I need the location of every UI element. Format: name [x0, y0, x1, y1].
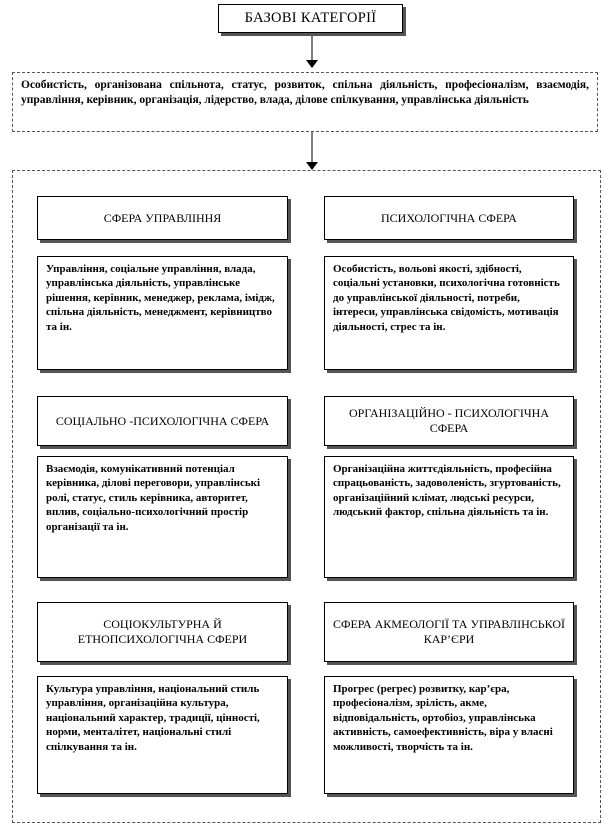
arrowhead-intro-to-spheres — [306, 162, 318, 170]
sphere-text-management: Управління, соціальне управління, влада, управлінська діяльність, управлінське рішення, керівник, менеджер, реклама, імідж, спільна діяльність, менеджмент, керівництво та ін. — [37, 256, 288, 370]
base-categories-text: Особистість, організована спільнота, статус, розвиток, спільна діяльність, професіоналізм, взаємодія, управління, керівник, організація, лідерство, влада, ділове спілкування, управлінська діяльність — [12, 72, 598, 132]
arrowhead-title-to-intro — [306, 60, 318, 68]
sphere-title-sociocultural: СОЦІОКУЛЬТУРНА Й ЕТНОПСИХОЛОГІЧНА СФЕРИ — [37, 602, 288, 662]
diagram-title: БАЗОВІ КАТЕГОРІЇ — [218, 4, 403, 33]
sphere-title-organizational-psychological: ОРГАНІЗАЦІЙНО - ПСИХОЛОГІЧНА СФЕРА — [324, 396, 574, 446]
sphere-text-organizational-psychological: Організаційна життєдіяльність, професійна спрацьованість, задоволеність, згуртованість, організаційний клімат, людські ресурси, людський фактор, спільна діяльність та ін. — [324, 456, 574, 578]
sphere-title-acmeology: СФЕРА АКМЕОЛОГІЇ ТА УПРАВЛІНСЬКОЇ КАР’ЄРИ — [324, 602, 574, 662]
sphere-text-psychological: Особистість, вольові якості, здібності, соціальні установки, психологічна готовність до управлінської діяльності, потреби, інтереси, управлінська свідомість, мотивація діяльності, стрес та ін. — [324, 256, 574, 370]
sphere-text-sociocultural: Культура управління, національний стиль управління, організаційна культура, національний характер, традиції, цінності, норми, менталітет, національні стилі спілкування та ін. — [37, 676, 288, 794]
sphere-title-management: СФЕРА УПРАВЛІННЯ — [37, 196, 288, 240]
sphere-title-social-psychological: СОЦІАЛЬНО -ПСИХОЛОГІЧНА СФЕРА — [37, 396, 288, 446]
sphere-text-acmeology: Прогрес (регрес) розвитку, кар’єра, професіоналізм, зрілість, акме, відповідальність, ортобіоз, управлінська активність, самоефективність, віра у власні можливості, творчість та ін. — [324, 676, 574, 794]
sphere-title-psychological: ПСИХОЛОГІЧНА СФЕРА — [324, 196, 574, 240]
sphere-text-social-psychological: Взаємодія, комунікативний потенціал керівника, ділові переговори, управлінські ролі, статус, стиль керівника, авторитет, вплив, соціально-психологічний простір організації та ін. — [37, 456, 288, 578]
